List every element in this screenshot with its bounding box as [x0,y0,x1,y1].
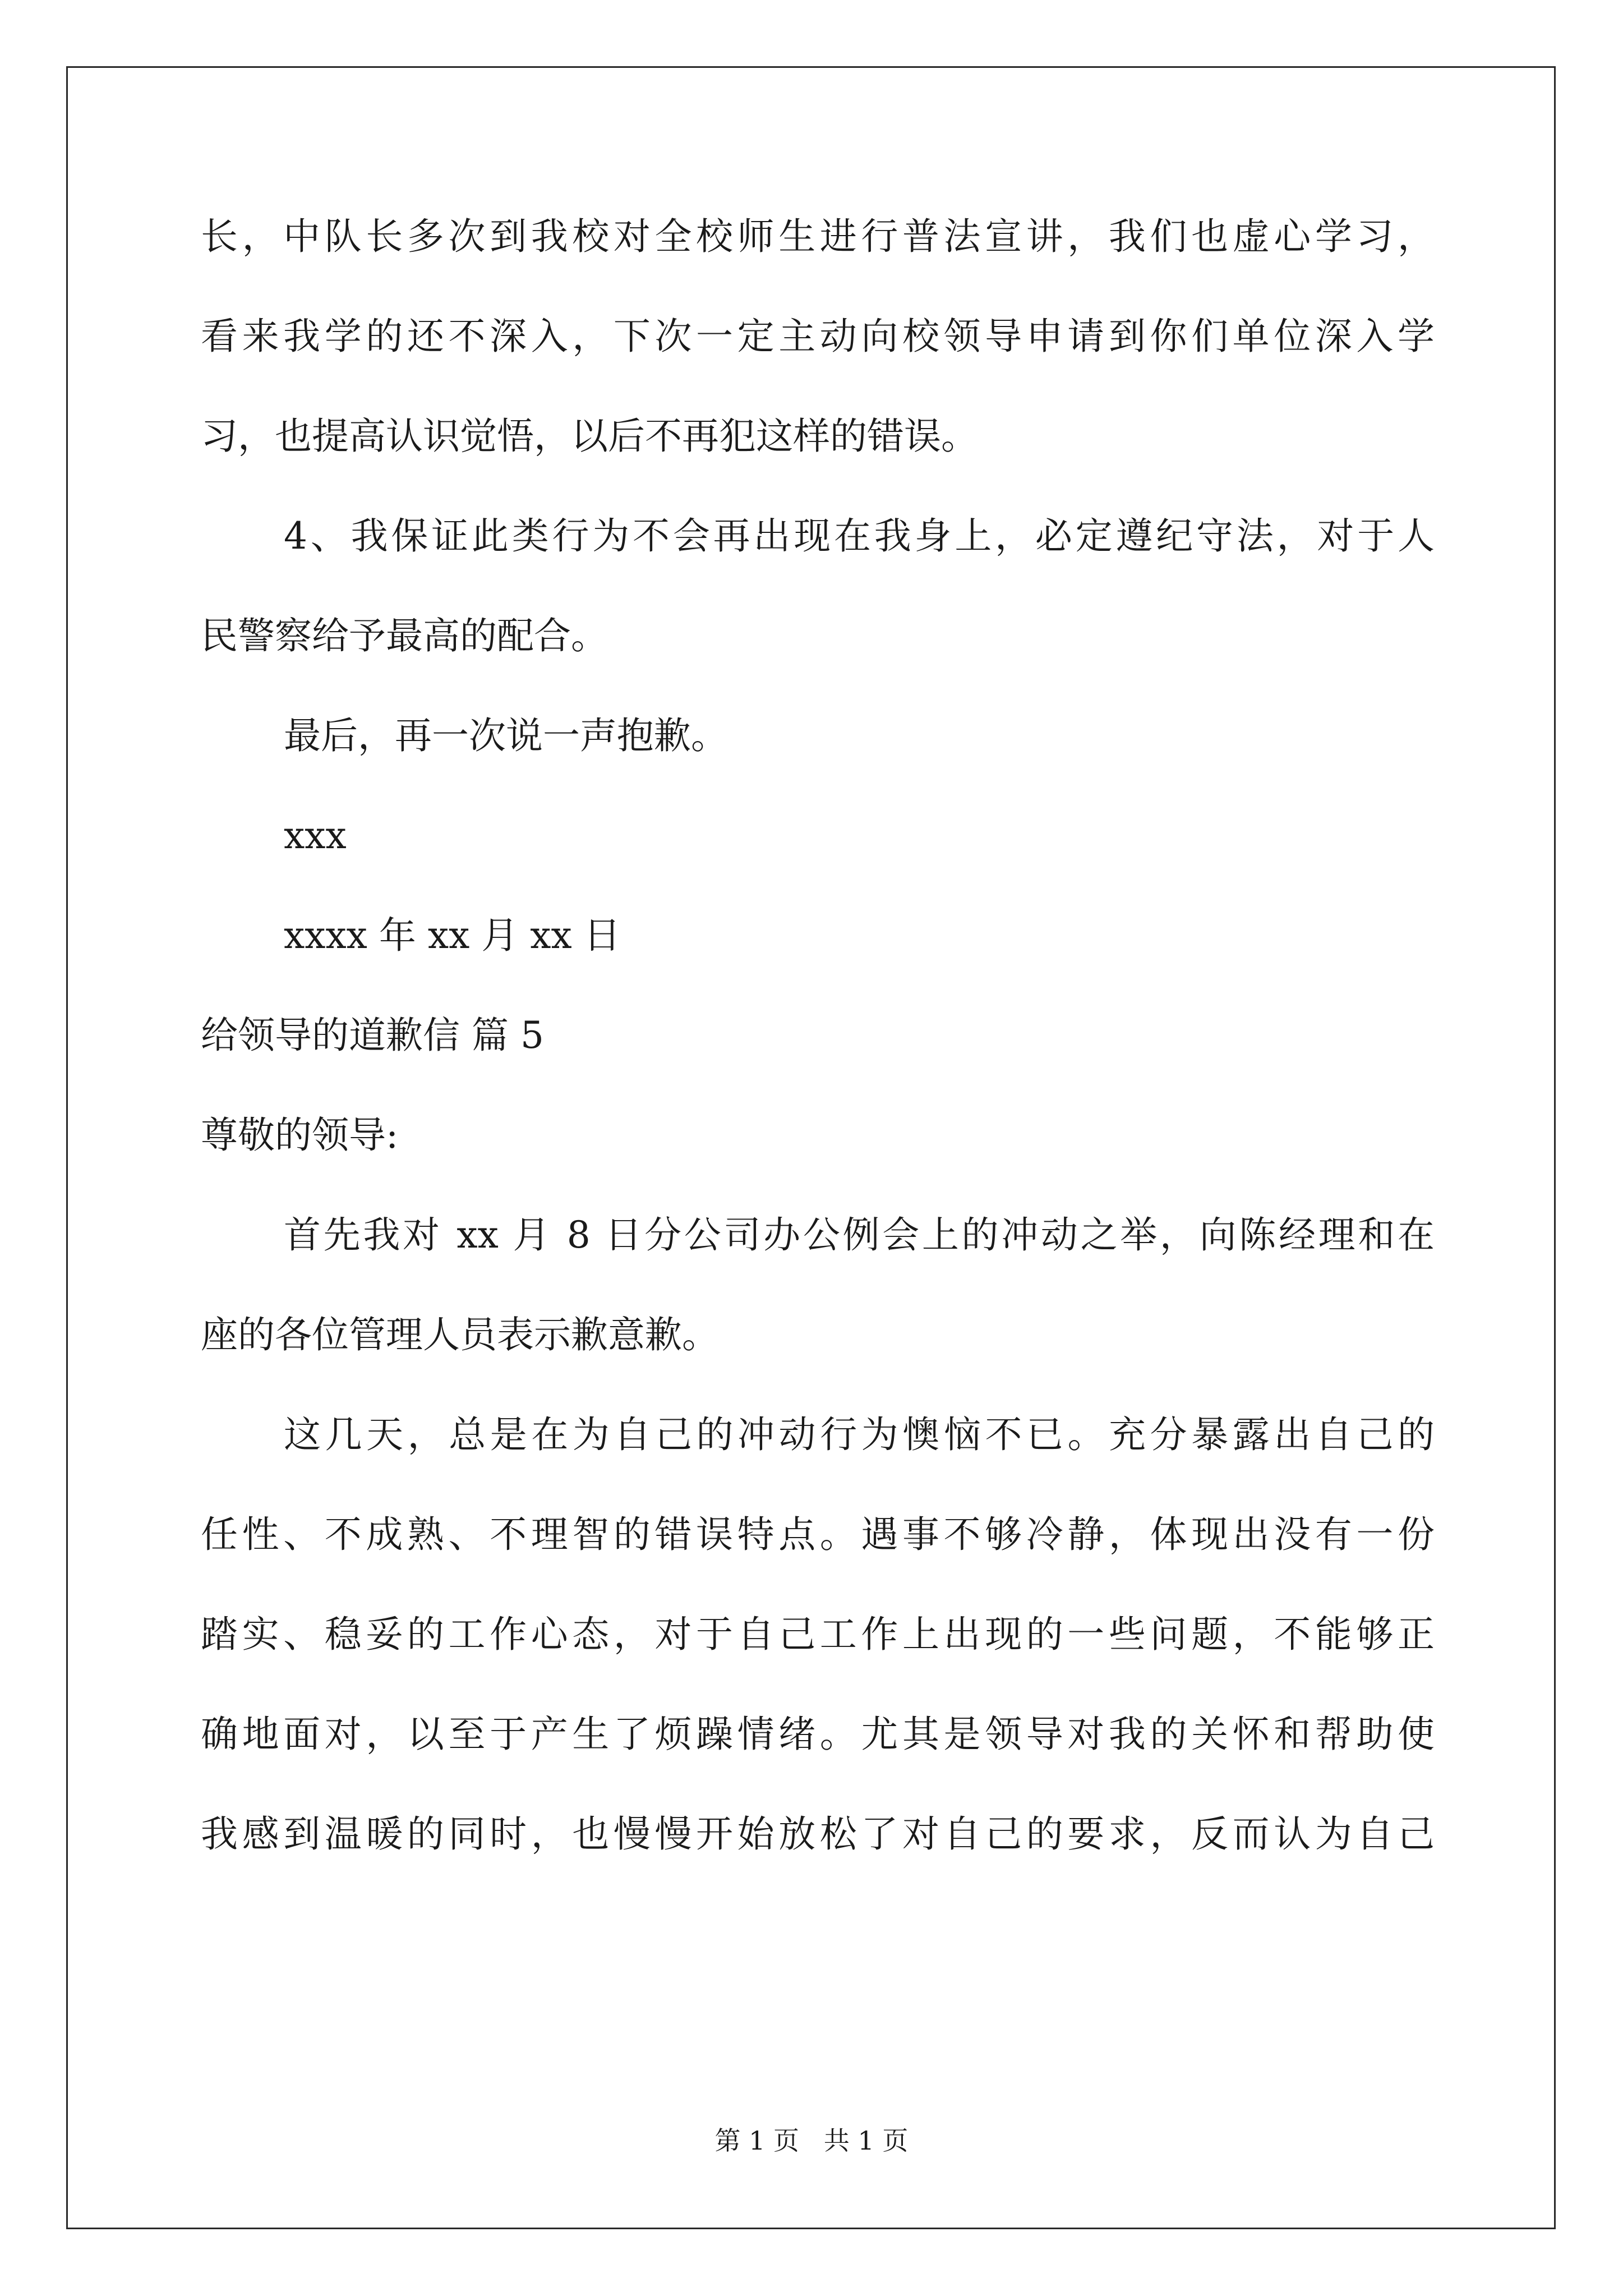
text-line: 座的各位管理人员表示歉意歉。 [201,1313,719,1356]
page-number: 第 1 页 共 1 页 [714,2125,909,2156]
text-line: 我感到温暖的同时，也慢慢开始放松了对自己的要求，反而认为自己 [201,1812,1435,1856]
text-line: 看来我学的还不深入，下次一定主动向校领导申请到你们单位深入学 [201,315,1435,358]
page-footer [0,2124,1623,2157]
salutation: 尊敬的领导: [201,1114,399,1157]
text-line: 踏实、稳妥的工作心态，对于自己工作上出现的一些问题，不能够正 [201,1613,1435,1656]
text-line: 确地面对，以至于产生了烦躁情绪。尤其是领导对我的关怀和帮助使 [201,1713,1435,1756]
text-line: 首先我对 xx 月 8 日分公司办公例会上的冲动之举，向陈经理和在 [284,1213,1435,1257]
text-line: 这几天，总是在为自己的冲动行为懊恼不已。充分暴露出自己的 [284,1413,1435,1456]
text-line: 任性、不成熟、不理智的错误特点。遇事不够冷静，体现出没有一份 [201,1513,1435,1556]
signature: xxx [284,814,347,857]
text-line: 长，中队长多次到我校对全校师生进行普法宣讲，我们也虚心学习， [201,215,1435,258]
date-line: xxxx 年 xx 月 xx 日 [284,914,621,957]
text-line: 民警察给予最高的配合。 [201,614,608,657]
section-heading: 给领导的道歉信 篇 5 [201,1014,544,1057]
text-line: 习，也提高认识觉悟，以后不再犯这样的错误。 [201,415,978,458]
text-line: 4、我保证此类行为不会再出现在我身上，必定遵纪守法，对于人 [284,514,1435,558]
text-line: 最后，再一次说一声抱歉。 [284,714,728,757]
